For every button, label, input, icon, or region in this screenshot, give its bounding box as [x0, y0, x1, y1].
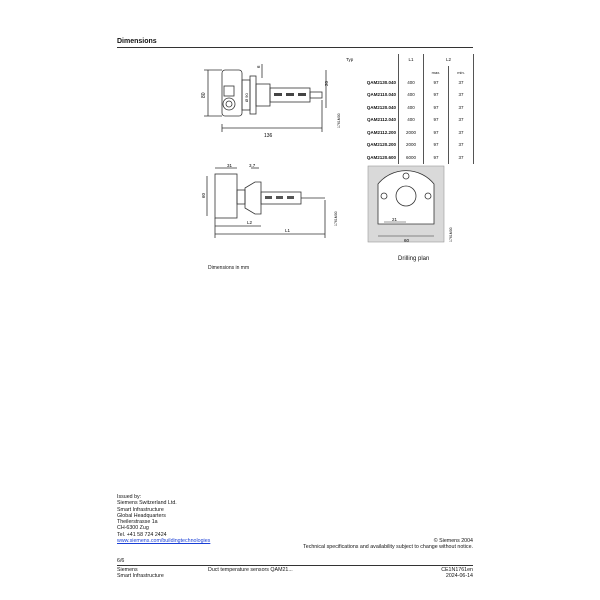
dimension-table [342, 54, 474, 164]
drilling-plan-caption: Drilling plan [398, 256, 430, 262]
issuer-line: CH-6300 Zug [117, 525, 149, 532]
table-divider [398, 54, 399, 164]
table-row: QAM2120.600 6000 97 37 [366, 154, 464, 160]
dim-3-7-label: 3.7 [249, 163, 256, 168]
sensor-top-view-drawing [200, 58, 350, 138]
website-link[interactable]: www.siemens.com/buildingtechnologies [117, 538, 211, 545]
table-divider [423, 54, 424, 164]
disclaimer: Technical specifications and availability subject to change without notice. [303, 544, 473, 550]
drawing-code-top: 1761M00 [337, 113, 341, 128]
dim-l1-label: L1 [285, 228, 291, 233]
dim-length-label: 136 [264, 133, 273, 138]
units-note: Dimensions in mm [208, 265, 250, 271]
dim-20-label: 20 [324, 80, 329, 86]
dim-height-label: 80 [201, 92, 207, 98]
issuer-line: Issued by: [117, 494, 142, 500]
dim-90-label: Ø 90 [244, 93, 249, 102]
copyright: © Siemens 2004 [433, 538, 473, 544]
header-l1: L1 [408, 57, 414, 62]
footer-doc-title: Duct temperature sensors QAM21... [208, 567, 293, 573]
issuer-line: Theilerstrasse 1a [117, 519, 158, 526]
footer-rule [117, 565, 473, 566]
dim-31-label: 31 [227, 163, 233, 168]
dim-60-label: 60 [201, 192, 206, 198]
page-number: 6/6 [117, 558, 125, 564]
footer-doc-number: CE1N1761en [441, 567, 473, 573]
drilling-plan-drawing [360, 162, 460, 250]
table-divider [473, 54, 474, 164]
table-row: QAM2120.040 400 97 37 [366, 104, 464, 110]
subheader-max: max. [431, 69, 441, 75]
table-subheader-row [342, 67, 474, 77]
table-row: QAM2112.200 2000 97 37 [366, 129, 464, 135]
issuer-line: Smart Infrastructure [117, 506, 164, 513]
table-row: QAM2120.200 2000 97 37 [366, 142, 464, 147]
footer-date: 2024-06-14 [445, 573, 473, 580]
table-divider [448, 66, 449, 164]
header-l2: L2 [445, 57, 451, 62]
dim-6-label: 6 [256, 65, 261, 68]
footer-doc-meta [441, 567, 473, 580]
footer-company: Siemens [117, 567, 138, 573]
issuer-line: Global Headquarters [117, 512, 166, 519]
table-header-row [342, 54, 474, 67]
dim-l2-label: L2 [247, 220, 253, 225]
footer-company-block [117, 567, 164, 580]
subheader-min: min. [457, 69, 465, 75]
heading-rule [117, 47, 473, 48]
plan-dim-21-label: 21 [392, 217, 398, 222]
sensor-side-view-drawing [195, 162, 350, 242]
plan-dim-60-label: 60 [404, 238, 410, 243]
table-row: QAM2112.040 400 97 37 [366, 117, 464, 122]
issuer-block [117, 494, 210, 544]
table-row: QAM2110.040 400 97 37 [366, 92, 464, 97]
issuer-line: Siemens Switzerland Ltd. [117, 500, 177, 507]
section-title: Dimensions [117, 38, 157, 45]
drawing-code-side: 1761M00 [334, 211, 338, 226]
drawing-code-plan: 1761M00 [449, 227, 453, 242]
header-type: Typ [346, 57, 354, 62]
issuer-line: Tel. +41 58 724 2424 [117, 531, 167, 538]
table-row: QAM2130.040 400 97 37 [366, 79, 464, 85]
footer-division: Smart Infrastructure [117, 573, 164, 580]
